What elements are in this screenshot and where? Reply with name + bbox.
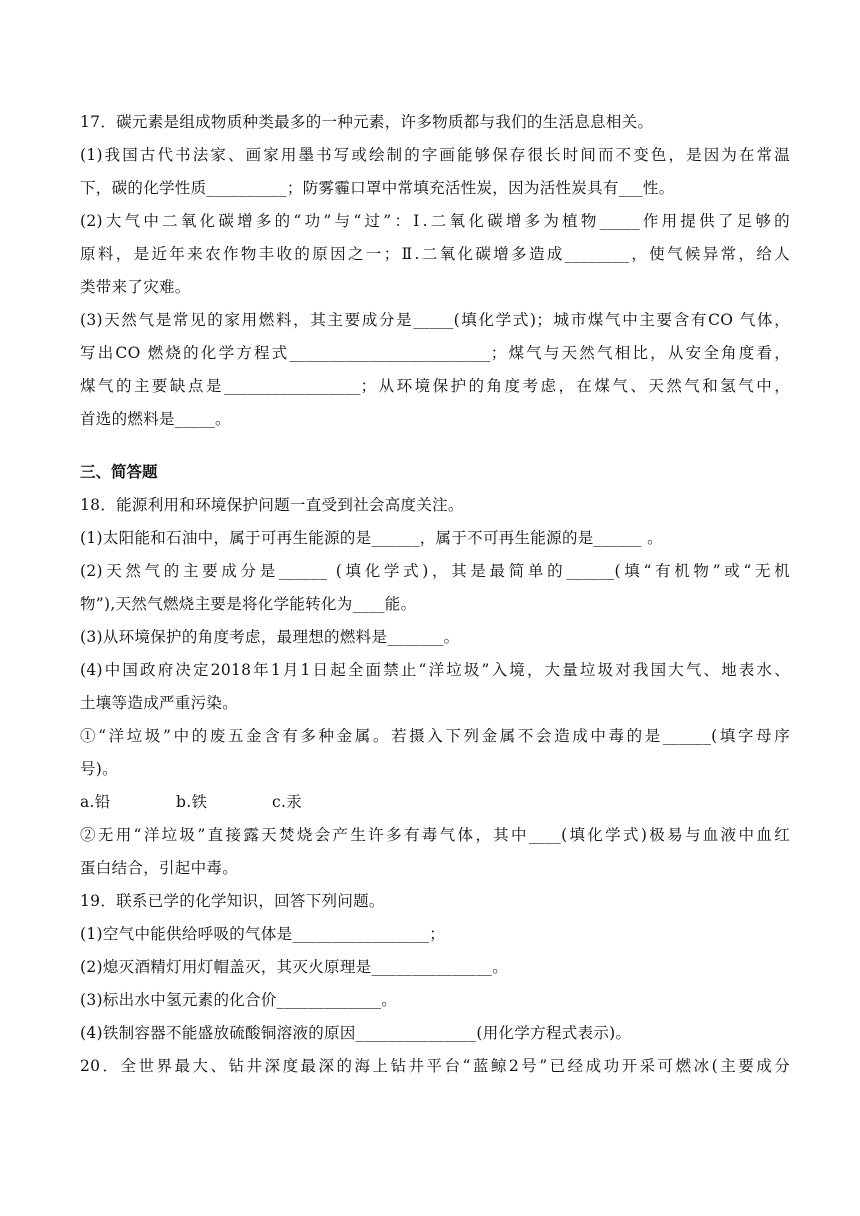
q18-sub1-line2: 号)。 — [80, 760, 118, 778]
option-c: c.汞 — [272, 793, 303, 811]
q17-part3-line3: 煤气的主要缺点是_________________；从环境保护的角度考虑，在煤气、天然气和氢气中， — [80, 377, 790, 395]
q18-part2-line2: 物”),天然气燃烧主要是将化学能转化为____能。 — [80, 595, 417, 613]
q18-part4-line1: (4)中国政府决定2018年1月1日起全面禁止“洋垃圾”入境，大量垃圾对我国大气、地表水、 — [80, 661, 790, 679]
section-title: 三、简答题 — [80, 463, 158, 481]
option-b: b.铁 — [176, 793, 208, 811]
q19-part4: (4)铁制容器不能盛放硫酸铜溶液的原因_______________(用化学方程式表示)。 — [80, 1024, 632, 1042]
q19-part1: (1)空气中能供给呼吸的气体是_________________； — [80, 925, 446, 943]
q17-part1-line1: (1)我国古代书法家、画家用墨书写或绘制的字画能够保存很长时间而不变色，是因为在常温 — [80, 146, 790, 164]
question-20 — [80, 1050, 790, 1083]
q17-stem: 17．碳元素是组成物质种类最多的一种元素，许多物质都与我们的生活息息相关。 — [80, 113, 654, 131]
q17-part3-line2: 写出CO 燃烧的化学方程式_________________________；煤气与天然气相比，从安全角度看， — [80, 344, 790, 362]
q18-options — [80, 786, 790, 819]
q18-part3: (3)从环境保护的角度考虑，最理想的燃料是_______。 — [80, 628, 460, 646]
q18-part2-line1: (2)天然气的主要成分是______ (填化学式)，其是最简单的______(填“有机物”或“无机 — [80, 562, 790, 580]
q18-sub1-line1: ①“洋垃圾”中的废五金含有多种金属。若摄入下列金属不会造成中毒的是______(填字母序 — [80, 727, 790, 745]
question-19 — [80, 885, 790, 1050]
q18-stem: 18．能源利用和环境保护问题一直受到社会高度关注。 — [80, 496, 464, 514]
q18-part1: (1)太阳能和石油中，属于可再生能源的是______，属于不可再生能源的是______ 。 — [80, 529, 663, 547]
q18-sub2-line2: 蛋白结合，引起中毒。 — [80, 859, 239, 877]
q19-stem: 19．联系已学的化学知识，回答下列问题。 — [80, 892, 385, 910]
question-18 — [80, 489, 790, 885]
question-17 — [80, 106, 790, 436]
q19-part3: (3)标出水中氢元素的化合价_____________。 — [80, 991, 398, 1009]
exam-page — [80, 106, 790, 1083]
q17-part2-line3: 类带来了灾难。 — [80, 278, 191, 296]
q18-part4-line2: 土壤等造成严重污染。 — [80, 694, 239, 712]
q17-part2-line2: 原料，是近年来农作物丰收的原因之一；Ⅱ.二氧化碳增多造成________，使气候异常，给人 — [80, 245, 790, 263]
q20-stem: 20．全世界最大、钻井深度最深的海上钻井平台“蓝鲸2号”已经成功开采可燃冰(主要成分 — [80, 1057, 790, 1075]
q17-part1-line2: 下，碳的化学性质__________；防雾霾口罩中常填充活性炭，因为活性炭具有___性。 — [80, 179, 675, 197]
q17-part3-line1: (3)天然气是常见的家用燃料，其主要成分是_____(填化学式)；城市煤气中主要含有CO 气体， — [80, 311, 790, 329]
option-a: a.铅 — [80, 793, 111, 811]
q18-sub2-line1: ②无用“洋垃圾”直接露天焚烧会产生许多有毒气体，其中____(填化学式)极易与血液中血红 — [80, 826, 790, 844]
q17-part2-line1: (2)大气中二氧化碳增多的“功”与“过”：Ⅰ.二氧化碳增多为植物_____作用提供了足够的 — [80, 212, 790, 230]
q17-part3-line4: 首选的燃料是_____。 — [80, 410, 231, 428]
q19-part2: (2)熄灭酒精灯用灯帽盖灭，其灭火原理是_______________。 — [80, 958, 509, 976]
